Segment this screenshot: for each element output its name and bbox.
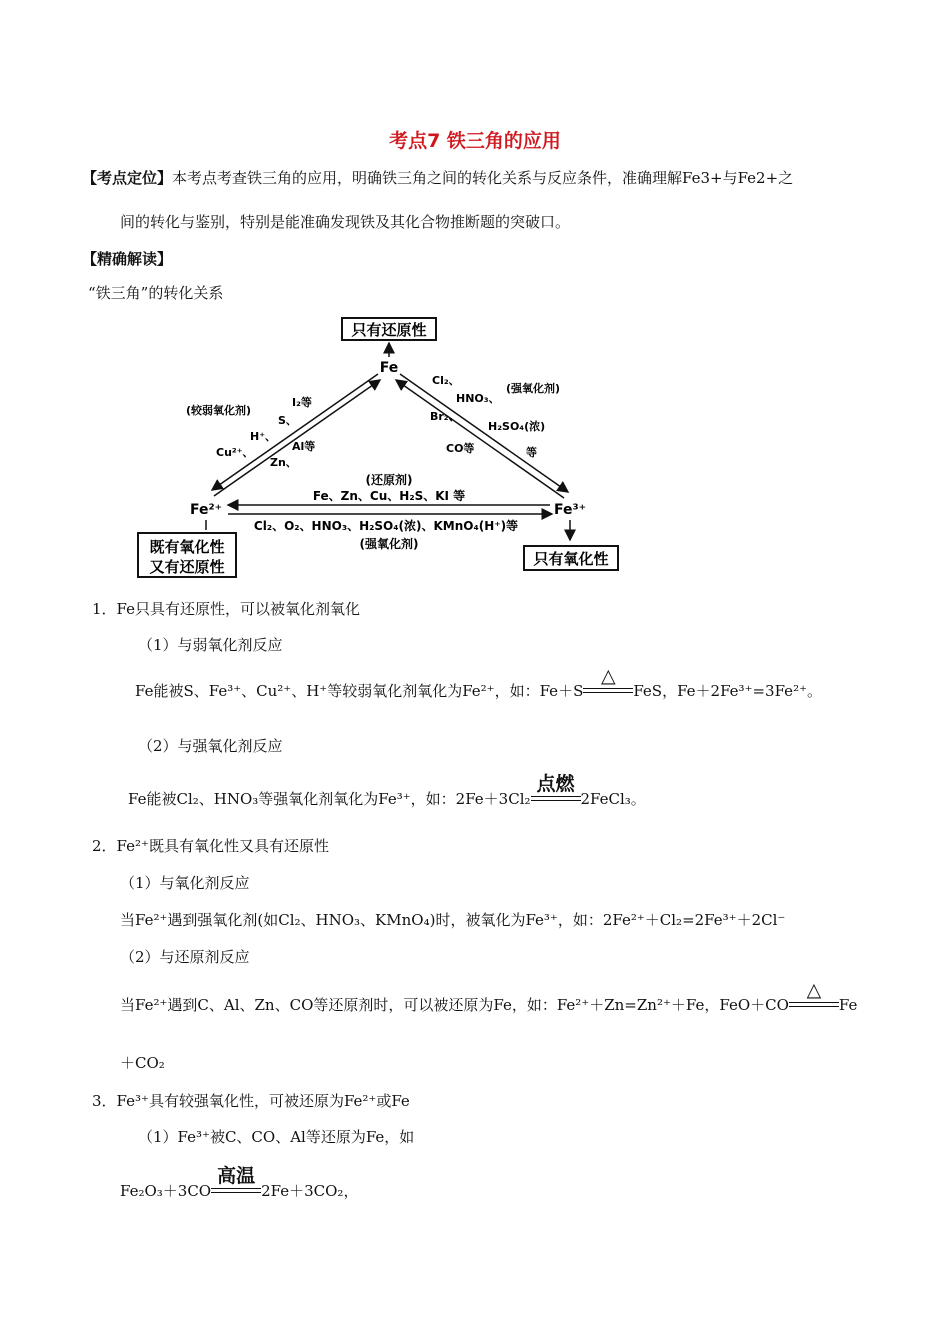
p2-line2 bbox=[120, 979, 858, 1015]
p2-line2b: Fe bbox=[838, 996, 858, 1014]
p3-sub1: （1）Fe³⁺被C、CO、Al等还原为Fe，如 bbox=[138, 1128, 415, 1146]
condition-ignite bbox=[531, 773, 581, 804]
page-title: 考点7 铁三角的应用 bbox=[389, 130, 561, 152]
top-box-label: 只有还原性 bbox=[351, 321, 427, 339]
heat-label-2: △ bbox=[806, 979, 822, 1001]
intro-line-2: 间的转化与鉴别，特别是能准确发现铁及其化合物推断题的突破口。 bbox=[120, 213, 571, 231]
left-red-2: Zn、 bbox=[270, 456, 297, 469]
left-group-label: (较弱氧化剂) bbox=[186, 404, 252, 417]
left-box-line2: 又有还原性 bbox=[149, 558, 225, 576]
diagram-caption: “铁三角”的转化关系 bbox=[88, 284, 224, 302]
right-ox-1: Cl₂、 bbox=[432, 374, 460, 387]
left-ox-1: I₂等 bbox=[292, 396, 312, 409]
ignite-label: 点燃 bbox=[536, 773, 575, 795]
p1-heading: 1．Fe只具有还原性，可以被氧化剂氧化 bbox=[92, 600, 361, 618]
p1-sub2: （2）与强氧化剂反应 bbox=[138, 737, 283, 755]
p1-line2b: 2FeCl₃。 bbox=[580, 790, 646, 808]
right-ox-2: HNO₃、 bbox=[456, 392, 500, 405]
condition-heat-1 bbox=[583, 665, 633, 696]
p3-line1 bbox=[120, 1165, 359, 1201]
p3-heading: 3．Fe³⁺具有较强氧化性，可被还原为Fe²⁺或Fe bbox=[92, 1092, 410, 1110]
left-ox-3: H⁺、 bbox=[250, 430, 277, 443]
mid-ox-label: (强氧化剂) bbox=[359, 537, 419, 551]
p1-line1 bbox=[135, 665, 822, 701]
p2-sub1: （1）与氧化剂反应 bbox=[120, 874, 250, 892]
right-group-label: (强氧化剂) bbox=[506, 382, 561, 395]
iron-triangle-diagram bbox=[0, 0, 950, 590]
right-box-label: 只有氧化性 bbox=[533, 550, 609, 568]
p1-line1a: Fe能被S、Fe³⁺、Cu²⁺、H⁺等较弱氧化剂氧化为Fe²⁺，如：Fe＋S bbox=[135, 682, 584, 700]
intro-tag: 【考点定位】 bbox=[82, 169, 173, 187]
left-ox-4: Cu²⁺、 bbox=[216, 446, 254, 459]
p1-line1b: FeS，Fe＋2Fe³⁺=3Fe²⁺。 bbox=[633, 682, 822, 700]
fe2-node: Fe²⁺ bbox=[189, 502, 223, 518]
high-temp-label: 高温 bbox=[217, 1165, 256, 1187]
equals-sign-3 bbox=[789, 1002, 839, 1007]
p1-sub1: （1）与弱氧化剂反应 bbox=[138, 636, 283, 654]
right-red-1: CO等 bbox=[446, 442, 475, 455]
p3-line1b: 2Fe＋3CO₂， bbox=[261, 1182, 359, 1200]
right-red-2: 等 bbox=[526, 446, 537, 459]
condition-high-temp bbox=[211, 1165, 261, 1196]
arrow-fe-to-fe2 bbox=[212, 374, 378, 490]
p1-line2 bbox=[128, 773, 646, 809]
p1-line2a: Fe能被Cl₂、HNO₃等强氧化剂氧化为Fe³⁺，如：2Fe＋3Cl₂ bbox=[128, 790, 531, 808]
p3-line1a: Fe₂O₃＋3CO bbox=[120, 1182, 212, 1200]
fe3-node: Fe³⁺ bbox=[553, 502, 587, 518]
left-box-line1: 既有氧化性 bbox=[149, 538, 225, 556]
p2-line1: 当Fe²⁺遇到强氧化剂(如Cl₂、HNO₃、KMnO₄)时，被氧化为Fe³⁺，如：2Fe²⁺＋Cl₂=2Fe³⁺＋2Cl⁻ bbox=[120, 911, 786, 929]
p2-sub2: （2）与还原剂反应 bbox=[120, 948, 250, 966]
left-red-1: Al等 bbox=[292, 440, 316, 453]
condition-heat-2 bbox=[789, 979, 839, 1010]
right-ox-3: Br₂、 bbox=[430, 410, 460, 423]
intro-text-1: 本考点考查铁三角的应用，明确铁三角之间的转化关系与反应条件，准确理解Fe3+与Fe2+之 bbox=[172, 169, 794, 187]
fe-node: Fe bbox=[379, 360, 399, 376]
mid-red-list: Fe、Zn、Cu、H₂S、KI 等 bbox=[312, 489, 466, 503]
p2-line2c: ＋CO₂ bbox=[120, 1054, 165, 1072]
equals-sign-1 bbox=[583, 688, 633, 693]
equals-sign-2 bbox=[531, 796, 581, 801]
p2-heading: 2．Fe²⁺既具有氧化性又具有还原性 bbox=[92, 837, 329, 855]
left-ox-2: S、 bbox=[278, 414, 297, 427]
right-ox-4: H₂SO₄(浓) bbox=[488, 420, 546, 433]
equals-sign-4 bbox=[211, 1188, 261, 1193]
section-title: 【精确解读】 bbox=[82, 250, 173, 268]
mid-red-label: (还原剂) bbox=[365, 473, 413, 487]
mid-ox-list: Cl₂、O₂、HNO₃、H₂SO₄(浓)、KMnO₄(H⁺)等 bbox=[253, 519, 519, 533]
p2-line2a: 当Fe²⁺遇到C、Al、Zn、CO等还原剂时，可以被还原为Fe，如：Fe²⁺＋Zn=Zn²⁺＋Fe，FeO＋CO bbox=[120, 996, 789, 1014]
heat-label-1: △ bbox=[601, 665, 616, 687]
